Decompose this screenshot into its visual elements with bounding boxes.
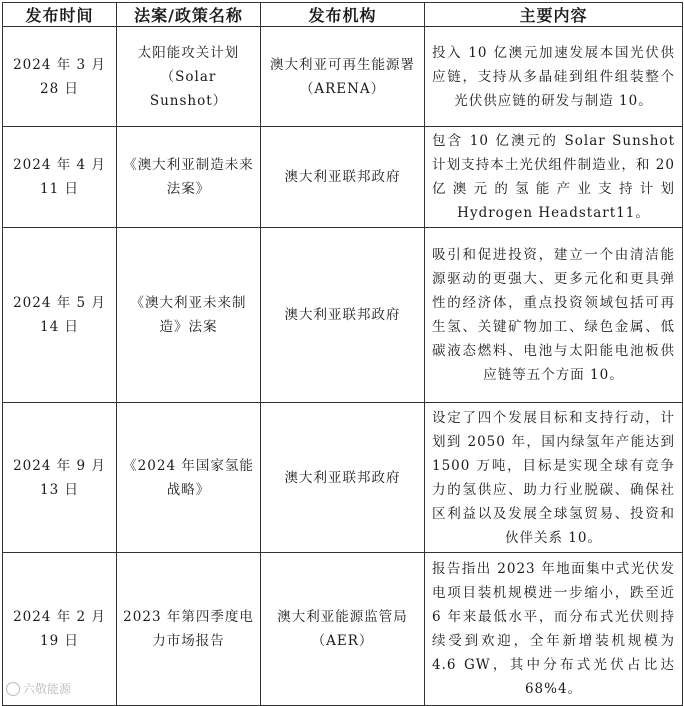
header-agency: 发布机构 <box>261 3 425 27</box>
cell-content: 设定了四个发展目标和支持行动，计划到 2050 年，国内绿氢年产能达到 1500 万吨，目标是实现全球有竞争力的氢供应、助力行业脱碳、确保社区利益以及发展全球氢贸易、投资和伙伴关系 10。 <box>425 403 683 553</box>
header-content: 主要内容 <box>425 3 683 27</box>
header-policy-name: 法案/政策名称 <box>117 3 261 27</box>
cell-content: 报告指出 2023 年地面集中式光伏发电项目装机规模进一步缩小，跌至近 6 年来最低水平，而分布式光伏则持续受到欢迎，全年新增装机规模为 4.6 GW，其中分布式光伏占比达 68%4。 <box>425 553 683 706</box>
table-row <box>3 553 683 706</box>
table-row <box>3 403 683 553</box>
header-date: 发布时间 <box>3 3 117 27</box>
cell-policy-name: 2023 年第四季度电力市场报告 <box>117 553 261 706</box>
table-header-row <box>3 3 683 27</box>
cell-agency: 澳大利亚联邦政府 <box>261 403 425 553</box>
cell-agency: 澳大利亚联邦政府 <box>261 127 425 228</box>
watermark-text: 六敬能源 <box>23 682 72 696</box>
cell-content: 吸引和促进投资，建立一个由清洁能源驱动的更强大、更多元化和更具弹性的经济体，重点投资领域包括可再生氢、关键矿物加工、绿色金属、低碳液态燃料、电池与太阳能电池板供应链等五个方面 10。 <box>425 228 683 403</box>
cell-date: 2024 年 2 月 19 日 <box>3 553 117 706</box>
cell-agency: 澳大利亚联邦政府 <box>261 228 425 403</box>
cell-policy-name: 《澳大利亚制造未来法案》 <box>117 127 261 228</box>
cell-policy-name: 《澳大利亚未来制造》法案 <box>117 228 261 403</box>
table-row <box>3 228 683 403</box>
cell-agency: 澳大利亚能源监管局（AER） <box>261 553 425 706</box>
cell-content: 投入 10 亿澳元加速发展本国光伏供应链，支持从多晶硅到组件组装整个光伏供应链的研发与制造 10。 <box>425 27 683 127</box>
cell-date: 2024 年 4 月 11 日 <box>3 127 117 228</box>
cell-date: 2024 年 3 月 28 日 <box>3 27 117 127</box>
table-row <box>3 127 683 228</box>
watermark <box>6 680 71 697</box>
cell-date: 2024 年 5 月 14 日 <box>3 228 117 403</box>
cell-policy-name: 《2024 年国家氢能战略》 <box>117 403 261 553</box>
cell-agency: 澳大利亚可再生能源署（ARENA） <box>261 27 425 127</box>
cell-policy-name: 太阳能攻关计划（Solar Sunshot） <box>117 27 261 127</box>
table-row <box>3 27 683 127</box>
cell-content: 包含 10 亿澳元的 Solar Sunshot 计划支持本土光伏组件制造业，和 20 亿澳元的氢能产业支持计划 Hydrogen Headstart11。 <box>425 127 683 228</box>
policy-table <box>2 2 683 706</box>
cell-date: 2024 年 9 月 13 日 <box>3 403 117 553</box>
watermark-logo-icon <box>6 682 20 696</box>
